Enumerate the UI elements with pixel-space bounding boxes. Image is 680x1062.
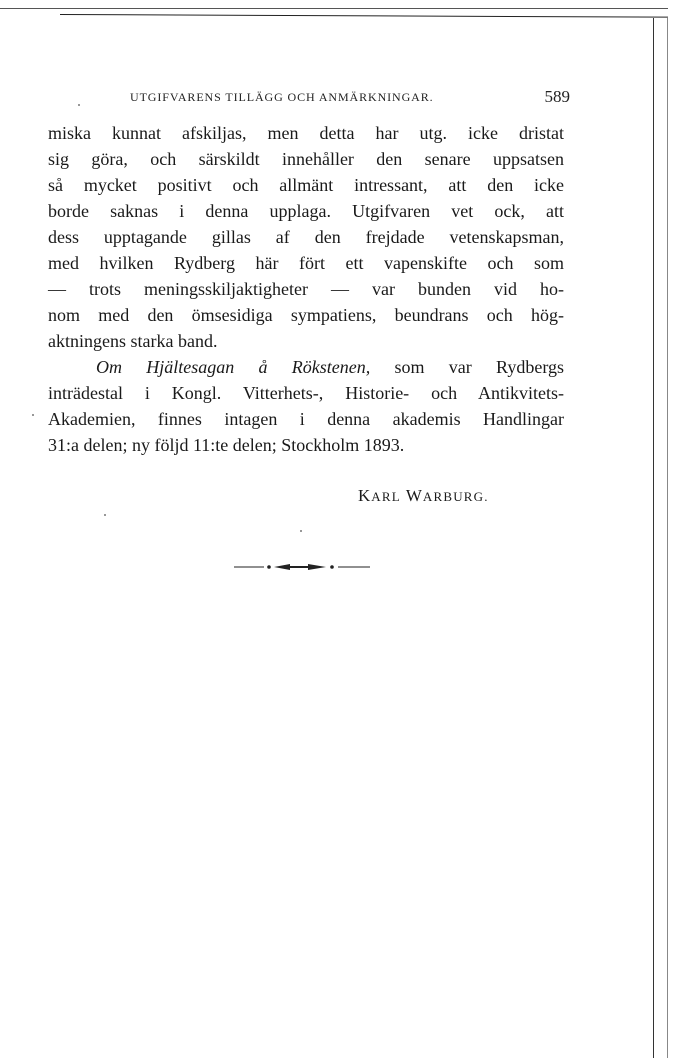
paragraph-2-first-line bbox=[48, 354, 564, 380]
scan-speck bbox=[78, 104, 80, 106]
scan-speck bbox=[300, 530, 302, 532]
text-line: sig göra, och särskildt innehåller den senare uppsatsen bbox=[48, 149, 564, 169]
text-line: inträdestal i Kongl. Vitterhets-, Historie- och Antikvitets- bbox=[48, 383, 564, 403]
text-line: Akademien, finnes intagen i denna akademis Handlingar bbox=[48, 409, 564, 429]
scan-edge-right-outer bbox=[667, 18, 668, 1058]
scan-edge-top-inner bbox=[60, 14, 668, 18]
body-text bbox=[48, 120, 564, 458]
signature bbox=[358, 486, 489, 506]
running-head: UTGIFVARENS TILLÄGG OCH ANMÄRKNINGAR. bbox=[130, 90, 434, 104]
signature-initial: W bbox=[405, 486, 423, 505]
text-line: nom med den ömsesidiga sympatiens, beundrans och hög- bbox=[48, 305, 564, 325]
text-line: — trots meningsskiljaktigheter — var bunden vid ho- bbox=[48, 279, 564, 299]
scan-edge-top bbox=[0, 8, 668, 9]
signature-smallcaps: ARBURG. bbox=[422, 489, 489, 504]
text-line: miska kunnat afskiljas, men detta har utg. icke dristat bbox=[48, 123, 564, 143]
text-line: 31:a delen; ny följd 11:te delen; Stockholm 1893. bbox=[48, 435, 405, 455]
scan-speck bbox=[104, 514, 106, 516]
ornament-divider bbox=[234, 560, 370, 574]
page-header bbox=[130, 88, 570, 110]
scan-speck bbox=[32, 414, 34, 416]
text-line: dess upptagande gillas af den frejdade vetenskapsman, bbox=[48, 227, 564, 247]
text-line: så mycket positivt och allmänt intressant, att den icke bbox=[48, 175, 564, 195]
signature-smallcaps: ARL bbox=[371, 489, 401, 504]
scan-edge-right bbox=[653, 18, 654, 1058]
text-line: aktningens starka band. bbox=[48, 331, 218, 351]
work-title: Om Hjältesagan å Rökstenen, bbox=[96, 357, 371, 377]
page-number: 589 bbox=[544, 87, 570, 106]
text-span: som var Rydbergs bbox=[394, 357, 564, 377]
text-line: med hvilken Rydberg här fört ett vapenskifte och som bbox=[48, 253, 564, 273]
text-line: borde saknas i denna upplaga. Utgifvaren vet ock, att bbox=[48, 201, 564, 221]
signature-initial: K bbox=[358, 486, 372, 505]
